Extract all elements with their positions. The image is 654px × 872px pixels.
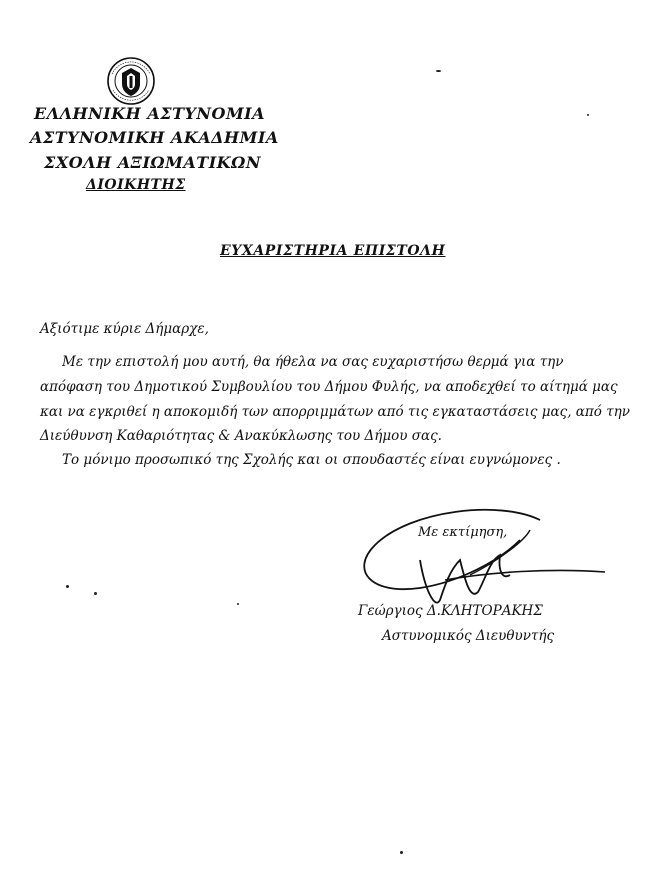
paragraph1-line3: και να εγκριθεί η αποκομιδή των απορριμμάτων από τις εγκαταστάσεις μας, από την xyxy=(40,404,630,420)
scan-speck xyxy=(436,70,441,72)
letterhead-line-commander: ΔΙΟΙΚΗΤΗΣ xyxy=(86,177,186,193)
paragraph1-line1: Με την επιστολή μου αυτή, θα ήθελα να σας ευχαριστήσω θερμά για την xyxy=(62,354,564,370)
handwritten-signature-icon xyxy=(350,500,610,615)
paragraph1-line2: απόφαση του Δημοτικού Συμβουλίου του Δήμου Φυλής, να αποδεχθεί το αίτημά μας xyxy=(40,379,618,395)
scan-speck xyxy=(66,585,69,588)
salutation: Αξιότιμε κύριε Δήμαρχε, xyxy=(40,321,209,337)
scan-speck xyxy=(237,603,239,605)
scan-speck xyxy=(94,592,97,595)
letter-title: ΕΥΧΑΡΙΣΤΗΡΙΑ ΕΠΙΣΤΟΛΗ xyxy=(220,243,446,259)
letterhead-line-academy: ΑΣΤΥΝΟΜΙΚΗ ΑΚΑΔΗΜΙΑ xyxy=(30,128,279,147)
closing: Με εκτίμηση, xyxy=(418,525,508,540)
paragraph1-line4: Διεύθυνση Καθαριότητας & Ανακύκλωσης του Δήμου σας. xyxy=(40,428,442,444)
police-emblem-icon xyxy=(104,56,158,106)
paragraph2: Το μόνιμο προσωπικό της Σχολής και οι σπουδαστές είναι ευγνώμονες . xyxy=(62,452,561,468)
letterhead-line-police: ΕΛΛΗΝΙΚΗ ΑΣΤΥΝΟΜΙΑ xyxy=(34,104,266,123)
scan-speck xyxy=(587,114,589,116)
signer-title: Αστυνομικός Διευθυντής xyxy=(382,628,555,644)
signer-name: Γεώργιος Δ.ΚΛΗΤΟΡΑΚΗΣ xyxy=(358,603,543,619)
scan-speck xyxy=(400,851,403,854)
letterhead-line-school: ΣΧΟΛΗ ΑΞΙΩΜΑΤΙΚΩΝ xyxy=(44,153,261,172)
